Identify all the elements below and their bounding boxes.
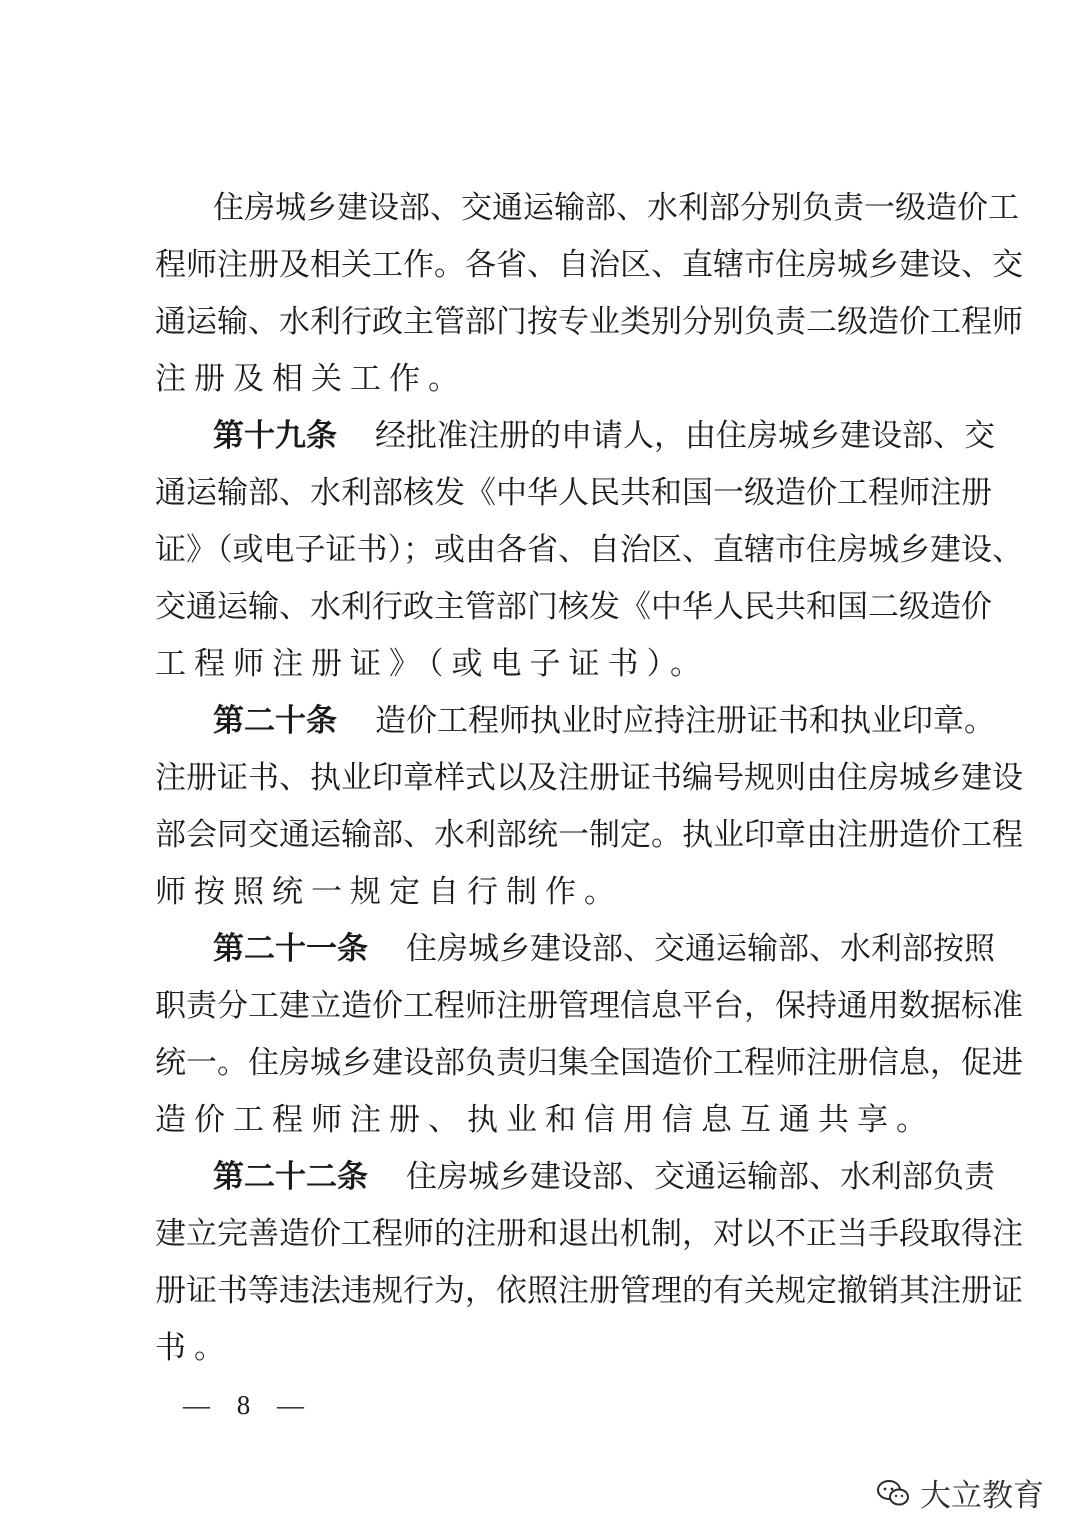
article-label: 第二十条 bbox=[213, 703, 337, 739]
paragraph-line: 通运输、水利行政主管部门按专业类别分别负责二级造价工程师 bbox=[155, 304, 1023, 340]
paragraph-line: 程师注册及相关工作。各省、自治区、直辖市住房城乡建设、交 bbox=[155, 247, 1023, 283]
article-text: 住房城乡建设部、交通运输部、水利部按照 bbox=[406, 931, 995, 967]
paragraph-line: 工程师注册证》（或电子证书）。 bbox=[155, 646, 709, 682]
paragraph-line: 注册及相关工作。 bbox=[155, 361, 467, 397]
paragraph-line: 建立完善造价工程师的注册和退出机制，对以不正当手段取得注 bbox=[155, 1216, 1023, 1252]
article-label: 第二十二条 bbox=[213, 1159, 368, 1195]
article-first-line bbox=[213, 929, 995, 969]
page-number: — 8 — bbox=[183, 1390, 314, 1420]
paragraph-line: 证》（或电子证书）；或由各省、自治区、直辖市住房城乡建设、 bbox=[155, 532, 1023, 568]
paragraph-line: 通运输部、水利部核发《中华人民共和国一级造价工程师注册 bbox=[155, 475, 992, 511]
article-label: 第二十一条 bbox=[213, 931, 368, 967]
paragraph-line: 册证书等违法违规行为，依照注册管理的有关规定撤销其注册证 bbox=[155, 1273, 1023, 1309]
paragraph-line: 统一。住房城乡建设部负责归集全国造价工程师注册信息，促进 bbox=[155, 1045, 1023, 1081]
article-text: 经批准注册的申请人，由住房城乡建设部、交 bbox=[375, 418, 995, 454]
article-first-line bbox=[213, 701, 995, 741]
paragraph-line: 部会同交通运输部、水利部统一制定。执业印章由注册造价工程 bbox=[155, 817, 1023, 853]
article-label: 第十九条 bbox=[213, 418, 337, 454]
article-text: 造价工程师执业时应持注册证书和执业印章。 bbox=[375, 703, 995, 739]
paragraph-line: 造价工程师注册、执业和信用信息互通共享。 bbox=[155, 1102, 935, 1138]
article-first-line bbox=[213, 416, 995, 456]
paragraph-line: 住房城乡建设部、交通运输部、水利部分别负责一级造价工 bbox=[213, 190, 1019, 226]
paragraph-line: 书。 bbox=[155, 1330, 233, 1366]
paragraph-line: 师按照统一规定自行制作。 bbox=[155, 874, 623, 910]
paragraph-line: 注册证书、执业印章样式以及注册证书编号规则由住房城乡建设 bbox=[155, 760, 1023, 796]
watermark-text: 大立教育 bbox=[920, 1478, 1044, 1514]
paragraph-line: 职责分工建立造价工程师注册管理信息平台，保持通用数据标准 bbox=[155, 988, 1023, 1024]
paragraph-line: 交通运输、水利行政主管部门核发《中华人民共和国二级造价 bbox=[155, 589, 992, 625]
watermark bbox=[876, 1470, 1044, 1515]
article-text: 住房城乡建设部、交通运输部、水利部负责 bbox=[406, 1159, 995, 1195]
article-first-line bbox=[213, 1157, 995, 1197]
wechat-icon bbox=[876, 1478, 910, 1508]
